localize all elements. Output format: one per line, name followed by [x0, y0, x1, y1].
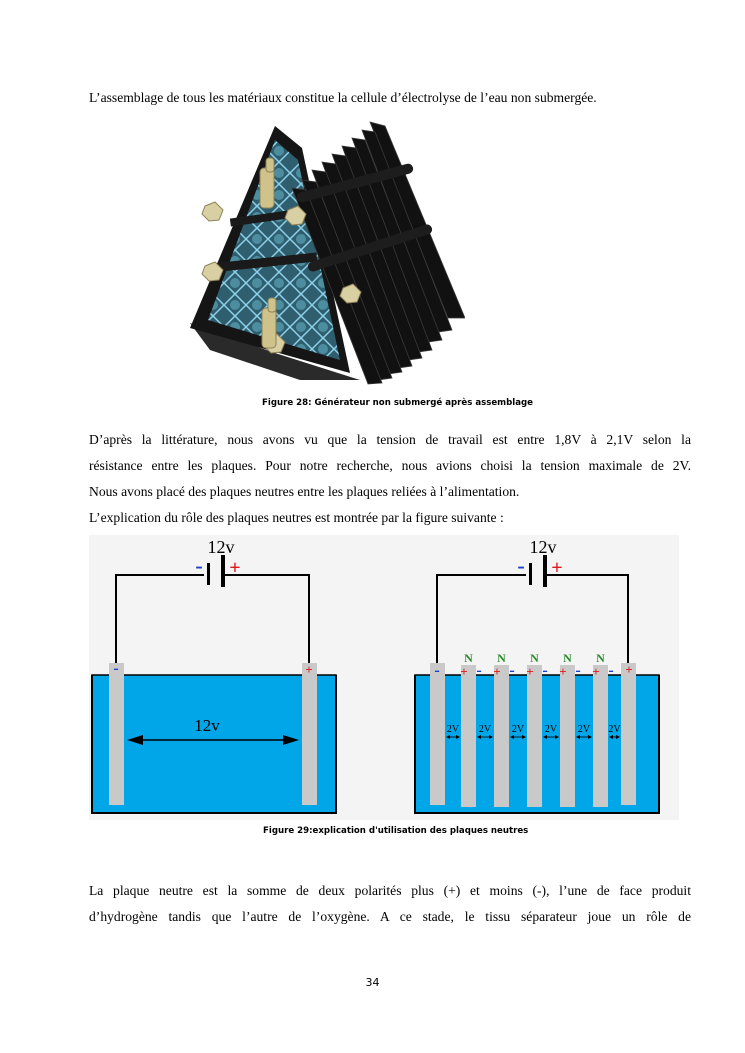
neutral-plate-plus: +	[559, 664, 567, 679]
neutral-label: N	[464, 651, 473, 665]
figure-28-image	[180, 118, 465, 394]
para1-line2: résistance entre les plaques. Pour notre recherche, nous avions choisi la tension maximale de 2V.	[89, 458, 691, 473]
gap-voltage-label: 2V	[577, 724, 591, 735]
left-water	[92, 675, 336, 813]
right-battery-voltage: 12v	[529, 537, 557, 557]
figure-28-caption: Figure 28: Générateur non submergé après assemblage	[262, 398, 534, 408]
neutral-plate-minus: -	[608, 662, 614, 679]
left-plate-plus: +	[305, 662, 313, 677]
para3-line1: La plaque neutre est la somme de deux polarités plus (+) et moins (-), l’une de face produit	[89, 883, 691, 898]
neutral-plate-minus: -	[476, 662, 482, 679]
left-battery-pos-plate	[221, 555, 225, 587]
neutral-label: N	[563, 651, 572, 665]
intro-text: L’assemblage de tous les matériaux constitue la cellule d’électrolyse de l’eau non submergée.	[89, 90, 597, 105]
neutral-plate	[527, 665, 542, 807]
neutral-plate	[494, 665, 509, 807]
neutral-plate-plus: +	[592, 664, 600, 679]
neutral-label: N	[596, 651, 605, 665]
neutral-label: N	[497, 651, 506, 665]
gap-voltage-label: 2V	[446, 724, 460, 735]
figure-29-diagram	[89, 535, 679, 820]
right-battery-minus: -	[517, 553, 525, 578]
left-span-label: 12v	[194, 716, 220, 735]
right-battery-pos-plate	[543, 555, 547, 587]
right-battery-plus: +	[551, 557, 563, 579]
para1-line1: D’après la littérature, nous avons vu que la tension de travail est entre 1,8V à 2,1V selon la	[89, 432, 691, 447]
neutral-plate-plus: +	[526, 664, 534, 679]
right-plate-plus: +	[625, 662, 633, 677]
neutral-plate-minus: -	[575, 662, 581, 679]
left-battery-voltage: 12v	[207, 537, 235, 557]
neutral-plate-plus: +	[460, 664, 468, 679]
gap-voltage-label: 2V	[608, 724, 621, 735]
neutral-label: N	[530, 651, 539, 665]
page-number: 34	[365, 976, 380, 989]
gap-voltage-label: 2V	[478, 724, 492, 735]
neutral-plate-minus: -	[542, 662, 548, 679]
right-plate-minus: -	[434, 662, 440, 679]
left-negative-plate	[109, 663, 124, 805]
para1-line3: Nous avons placé des plaques neutres entre les plaques reliées à l’alimentation.	[89, 484, 520, 499]
left-battery-neg-plate	[207, 563, 210, 585]
para2-text: L’explication du rôle des plaques neutres est montrée par la figure suivante :	[89, 510, 504, 525]
right-battery-neg-plate	[529, 563, 532, 585]
left-positive-plate	[302, 663, 317, 805]
neutral-plate-plus: +	[493, 664, 501, 679]
left-battery-minus: -	[195, 553, 203, 578]
neutral-plate-minus: -	[509, 662, 515, 679]
gap-voltage-label: 2V	[511, 724, 525, 735]
figure-29-caption: Figure 29:explication d'utilisation des plaques neutres	[263, 826, 529, 836]
neutral-plate	[593, 665, 608, 807]
left-plate-minus: -	[113, 660, 119, 677]
neutral-plate	[560, 665, 575, 807]
left-battery-plus: +	[229, 557, 241, 579]
gap-voltage-label: 2V	[544, 724, 558, 735]
para3-line2: d’hydrogène tandis que l’autre de l’oxygène. A ce stade, le tissu séparateur joue un rôle de	[89, 909, 691, 924]
right-positive-plate	[621, 663, 636, 805]
right-negative-plate	[430, 663, 445, 805]
neutral-plate	[461, 665, 476, 807]
